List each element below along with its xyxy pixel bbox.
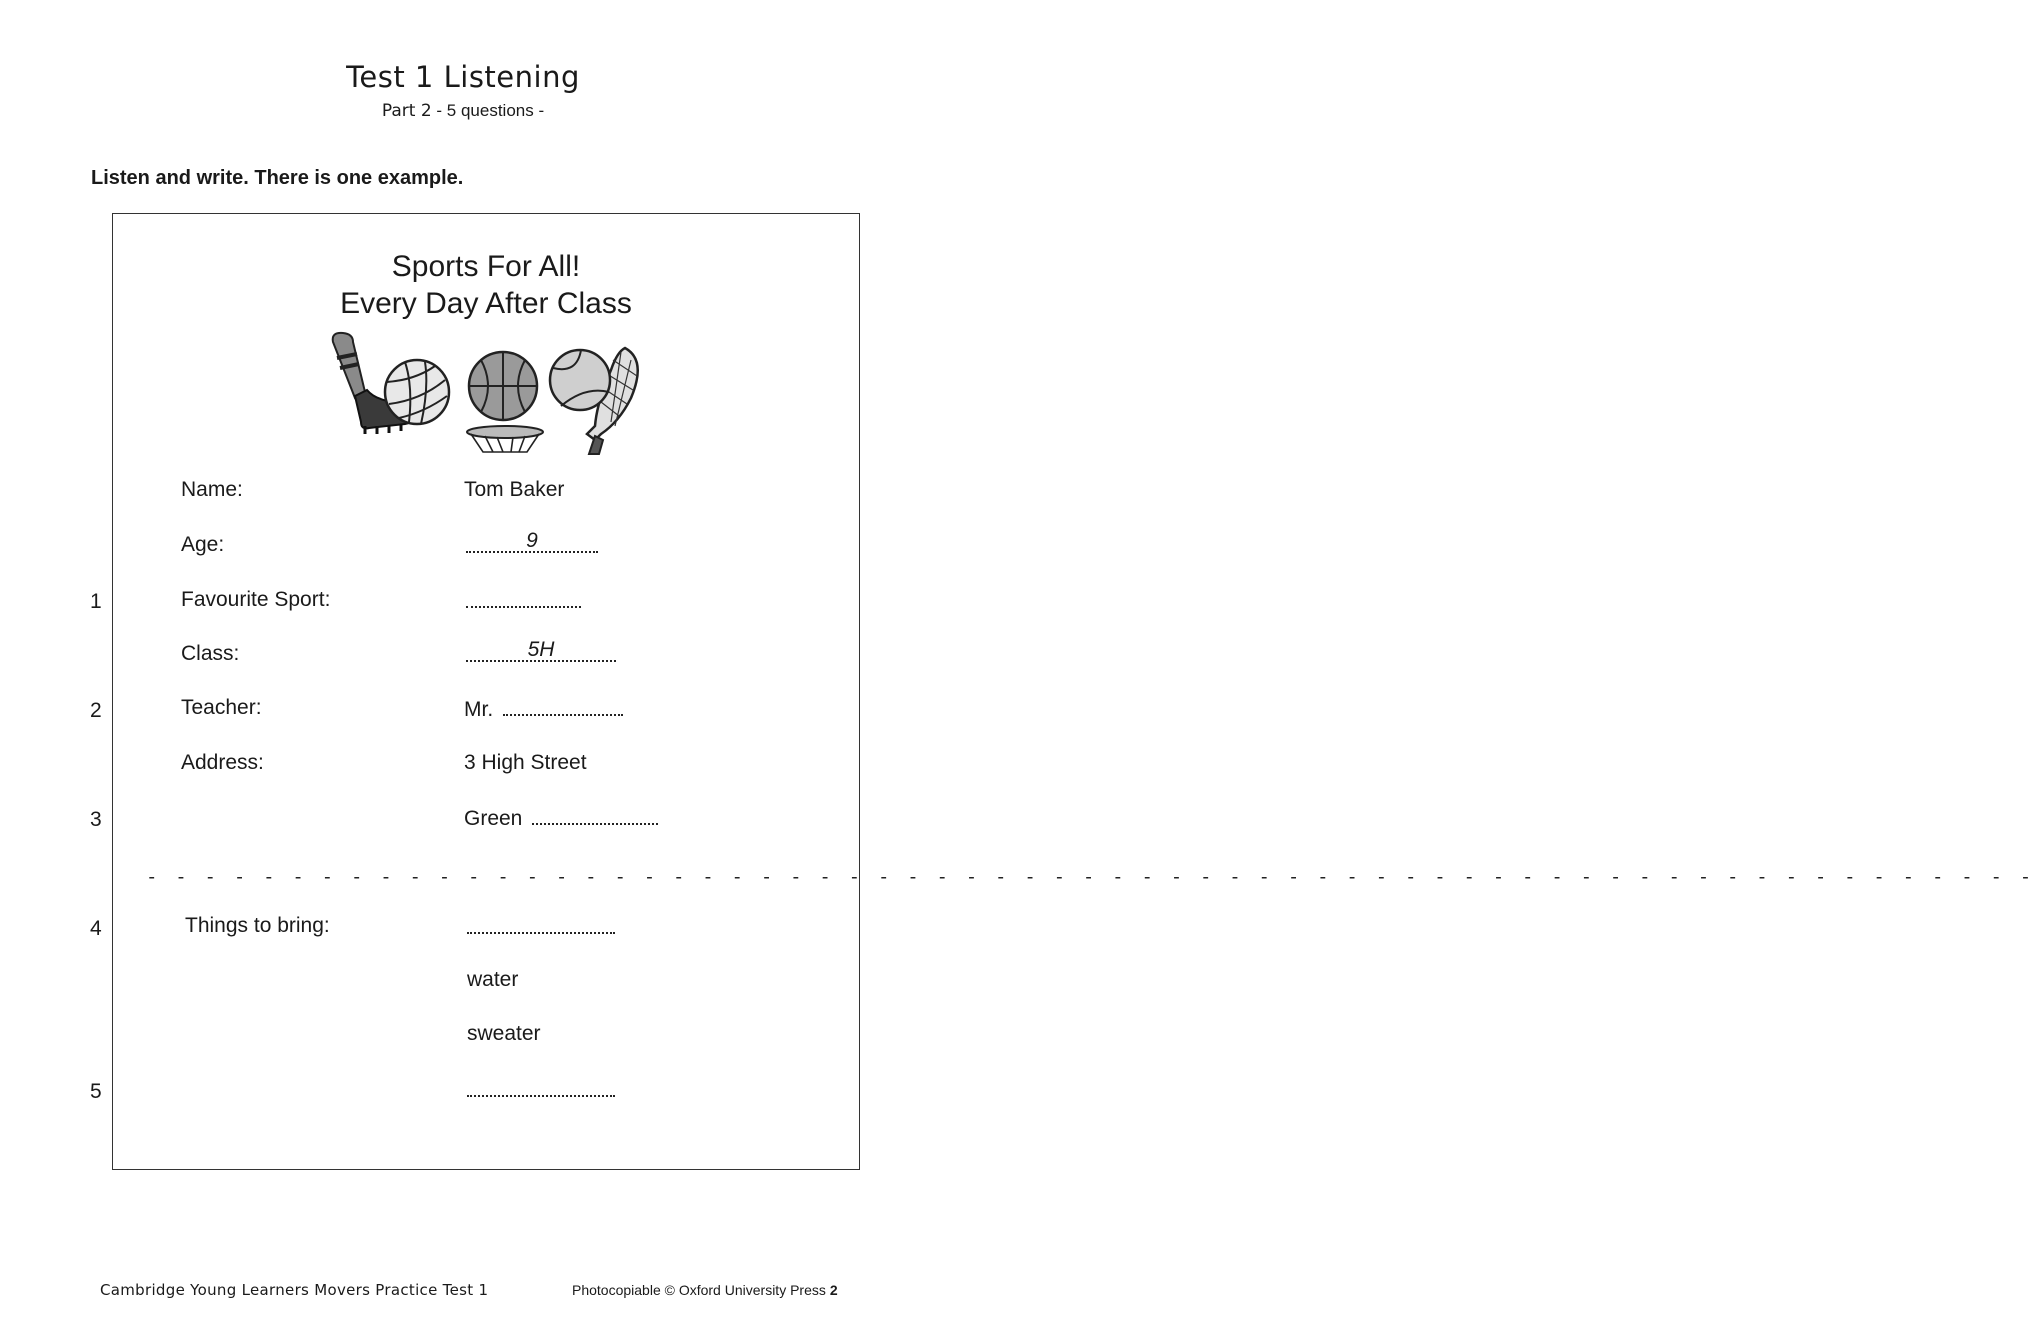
- question-count: - 5 questions -: [436, 101, 545, 120]
- things-to-bring-label: Things to bring:: [185, 914, 330, 937]
- copyright-text: Photocopiable © Oxford University Press: [572, 1282, 826, 1298]
- age-label: Age:: [181, 533, 225, 556]
- address-line2-prefix: Green: [464, 807, 523, 830]
- instruction-text: Listen and write. There is one example.: [91, 167, 464, 189]
- footer-title: Cambridge Young Learners Movers Practice Test 1: [100, 1281, 489, 1299]
- class-label: Class:: [181, 642, 240, 665]
- age-example-answer: 9: [526, 529, 538, 552]
- teacher-label: Teacher:: [181, 696, 262, 719]
- name-label: Name:: [181, 478, 243, 501]
- poster-title-line2: Every Day After Class: [340, 287, 632, 320]
- question-number-2: 2: [90, 699, 102, 722]
- class-example-answer: 5H: [527, 638, 555, 661]
- name-value: Tom Baker: [464, 478, 565, 501]
- question-number-5: 5: [90, 1080, 102, 1103]
- volleyball-icon: [385, 360, 449, 424]
- address-label: Address:: [181, 751, 264, 774]
- question-number-3: 3: [90, 808, 102, 831]
- bring-item2: water: [467, 968, 519, 991]
- address-line2: [464, 805, 658, 831]
- bring-item3: sweater: [467, 1022, 541, 1045]
- part-label: Part 2: [381, 101, 432, 121]
- section-divider: - - - - - - - - - - - - - - - - - - - - - - - - - - - - - - - - - - - - - - - - - - - - - - - - - - - - - - - - - - - - - - - - -: [146, 866, 2034, 888]
- bring-item1-answer-line: [467, 914, 615, 940]
- basketball-hoop-icon: [467, 352, 543, 452]
- address-answer-line: [532, 805, 658, 825]
- tennis-racket-ball-icon: [550, 348, 638, 454]
- bring-item4-answer-line: [467, 1077, 615, 1103]
- address-line1: 3 High Street: [464, 751, 587, 774]
- page-title: Test 1 Listening: [346, 60, 580, 94]
- favourite-sport-label: Favourite Sport:: [181, 588, 331, 611]
- page-number: 2: [829, 1282, 838, 1298]
- question-number-4: 4: [90, 917, 102, 940]
- page-subtitle: [0, 101, 926, 121]
- footer-copyright: [572, 1282, 838, 1298]
- favourite-sport-answer-line: [466, 588, 581, 614]
- teacher-prefix: Mr.: [464, 698, 494, 721]
- question-number-1: 1: [90, 590, 102, 613]
- class-answer-line: [466, 638, 616, 668]
- teacher-value: [464, 696, 623, 722]
- teacher-answer-line: [503, 696, 623, 716]
- age-answer-line: [466, 529, 598, 559]
- sports-illustration: [325, 330, 645, 455]
- poster-title-line1: Sports For All!: [391, 250, 581, 283]
